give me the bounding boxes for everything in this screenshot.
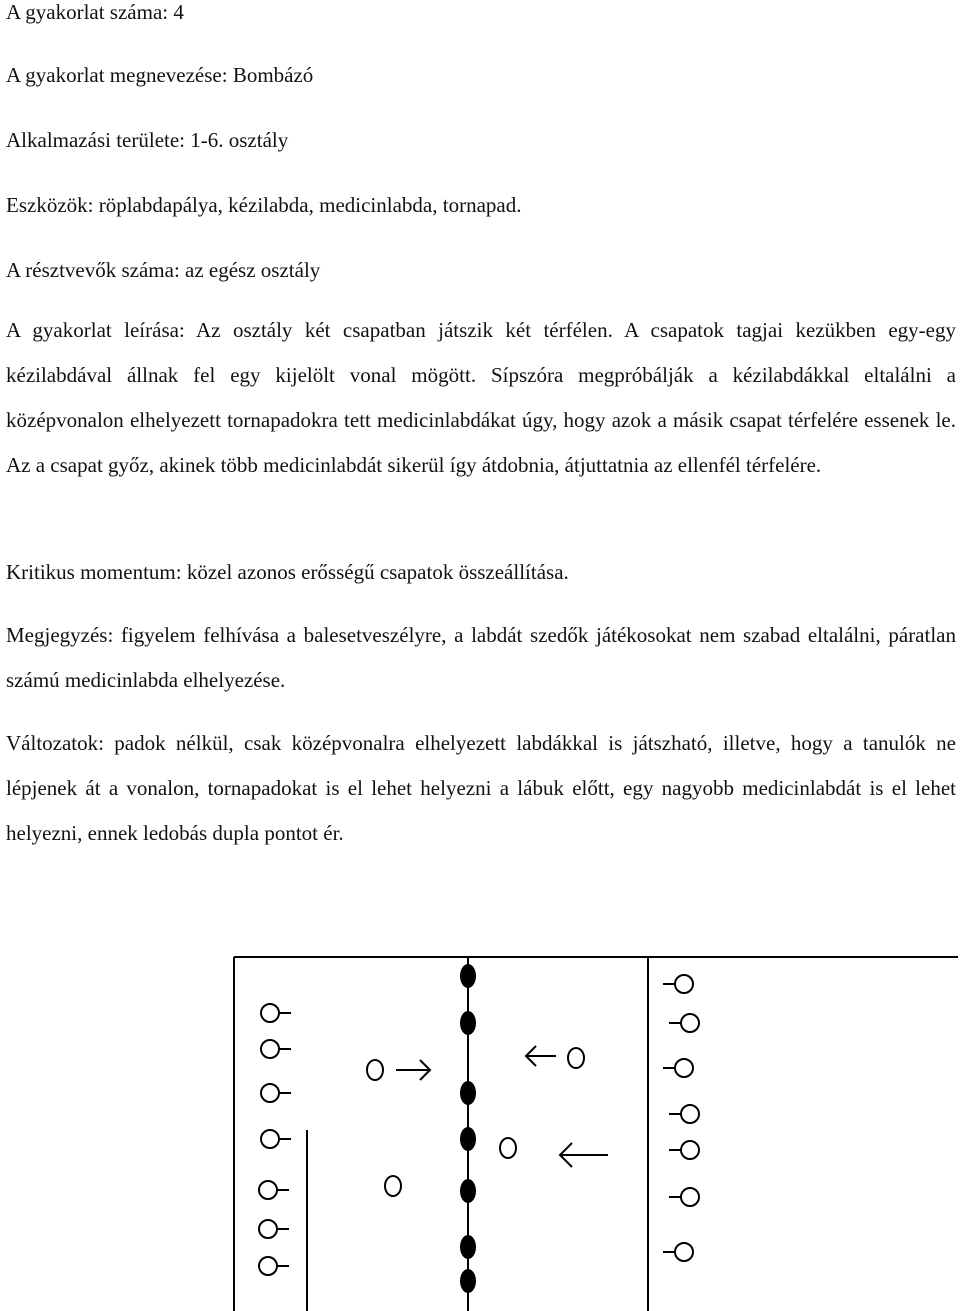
medicine-ball [460,1269,476,1293]
critical-moment: Kritikus momentum: közel azonos erősségű csapatok összeállítása. [6,560,569,584]
throws [367,1046,608,1196]
player-left [261,1040,291,1058]
player-right [663,975,693,993]
player-right [669,1188,699,1206]
note: Megjegyzés: figyelem felhívása a balesetveszélyre, a labdát szedők játékosokat nem szabad eltalálni, páratlan számú medicinlabda elhelyezése. [6,623,956,692]
handball [568,1048,584,1068]
player-left [261,1130,291,1148]
right-team [663,975,699,1261]
arrow-left [560,1143,608,1167]
left-team [259,1004,291,1275]
exercise-description: A gyakorlat leírása: Az osztály két csapatban játszik két térfélen. A csapatok tagjai kezükben egy-egy kézilabdával állnak fel egy kijelölt vonal mögött. Sípszóra megpróbálják a kézilabdákkal eltalálni a középvonalon elhelyezett tornapadokra tett medicinlabdákat úgy, hogy azok a másik csapat térfelére essenek le. Az a csapat győz, akinek több medicinlabdát sikerül így átdobnia, átjuttatnia az ellenfél térfelére. [6,318,956,477]
arrow-right [396,1060,430,1080]
application-area: Alkalmazási területe: 1-6. osztály [6,128,289,152]
player-right [663,1059,693,1077]
variants: Változatok: padok nélkül, csak középvonalra elhelyezett labdákkal is játszható, illetve, hogy a tanulók ne lépjenek át a vonalon, tornapadokat is el lehet helyezni a lábuk előtt, egy nagyobb medicinlabdát is el lehet helyezni, ennek ledobás dupla pontot ér. [6,731,956,845]
player-left [259,1181,289,1199]
handball [385,1176,401,1196]
arrow-left [526,1046,556,1066]
medicine-ball [460,1235,476,1259]
handball [367,1060,383,1080]
exercise-name: A gyakorlat megnevezése: Bombázó [6,63,314,87]
medicine-ball [460,1127,476,1151]
court-frame [234,957,958,1311]
medicine-ball [460,964,476,988]
player-left [259,1257,289,1275]
player-left [261,1084,291,1102]
exercise-number: A gyakorlat száma: 4 [6,0,184,24]
player-left [259,1220,289,1238]
player-right [669,1141,699,1159]
medicine-ball [460,1179,476,1203]
player-left [261,1004,291,1022]
player-right [663,1243,693,1261]
player-right [669,1014,699,1032]
medicine-ball [460,1081,476,1105]
handball [500,1138,516,1158]
player-right [669,1105,699,1123]
participants: A résztvevők száma: az egész osztály [6,258,321,282]
equipment: Eszközök: röplabdapálya, kézilabda, medicinlabda, tornapad. [6,193,522,217]
medicine-balls [460,964,476,1293]
medicine-ball [460,1011,476,1035]
